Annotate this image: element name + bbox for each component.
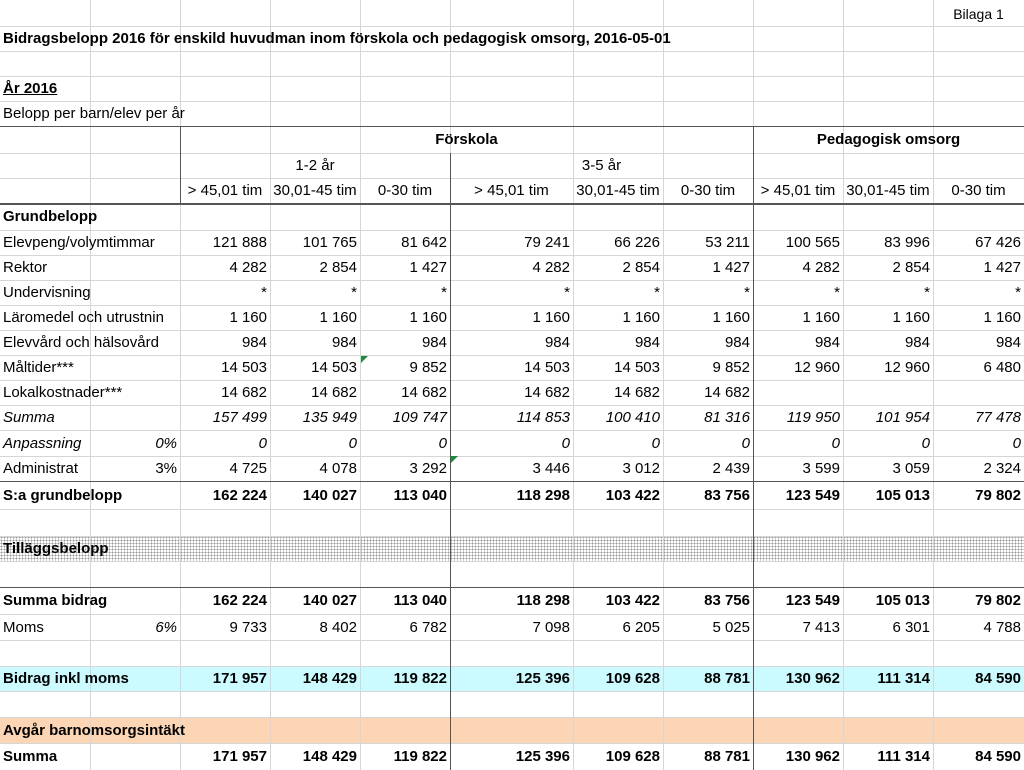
table-cell: 984	[724, 334, 750, 351]
tillagg-label: Tilläggsbelopp	[3, 540, 109, 557]
table-cell: 4 725	[229, 460, 267, 477]
table-cell: 0	[921, 434, 930, 452]
table-cell: 3 292	[409, 460, 447, 477]
table-cell: 14 682	[401, 384, 447, 401]
row-label: Elevpeng/volymtimmar	[3, 234, 155, 251]
table-cell: 6 782	[409, 618, 447, 636]
table-cell: 81 316	[704, 409, 750, 426]
table-cell: 103 422	[605, 592, 660, 609]
gridline-horizontal	[0, 51, 1024, 52]
table-cell: 148 429	[302, 748, 357, 765]
table-cell: 121 888	[212, 234, 267, 251]
table-cell: 984	[331, 334, 357, 351]
row-label: Lokalkostnader***	[3, 384, 123, 401]
column-header: > 45,01 tim	[187, 182, 263, 199]
table-cell: 2 854	[622, 259, 660, 276]
column-header: > 45,01 tim	[474, 182, 549, 199]
table-cell: 0	[651, 434, 660, 452]
table-cell: 119 822	[393, 670, 447, 687]
bidrag-inkl-moms-label: Bidrag inkl moms	[3, 670, 129, 687]
table-cell: 2 854	[319, 259, 357, 276]
table-cell: 4 788	[983, 618, 1021, 636]
table-cell: 111 314	[877, 748, 930, 765]
table-cell: 12 960	[884, 359, 930, 376]
table-cell: 83 996	[884, 234, 930, 251]
table-cell: 984	[904, 334, 930, 351]
table-cell: 0	[831, 434, 840, 452]
table-cell: 123 549	[785, 486, 840, 504]
table-cell: 7 098	[532, 618, 570, 636]
belopp-label: Belopp per barn/elev per år	[3, 105, 185, 122]
table-cell: 113 040	[393, 592, 447, 609]
group-header-forskola: Förskola	[435, 131, 498, 148]
table-cell: 1 427	[712, 259, 750, 276]
column-header: 30,01-45 tim	[273, 182, 357, 199]
table-cell: 984	[544, 334, 570, 351]
table-cell: 14 503	[614, 359, 660, 376]
table-cell: 8 402	[319, 618, 357, 636]
table-cell: 84 590	[975, 748, 1021, 765]
table-cell: 14 682	[614, 384, 660, 401]
cell-error-indicator-icon	[451, 456, 458, 463]
table-cell: 0	[1012, 434, 1021, 452]
table-cell: 53 211	[705, 234, 750, 251]
row-label: Undervisning	[3, 284, 91, 301]
column-header: 30,01-45 tim	[846, 182, 930, 199]
table-cell: 114 853	[516, 409, 570, 426]
table-cell: 6 480	[983, 359, 1021, 376]
moms-label: Moms	[3, 618, 44, 636]
table-cell: 5 025	[712, 618, 750, 636]
table-cell: *	[834, 284, 840, 301]
group-header-pedagogisk-omsorg: Pedagogisk omsorg	[816, 131, 961, 148]
row-label: Summa	[3, 409, 55, 426]
table-cell: 111 314	[877, 670, 930, 687]
table-cell: 6 301	[892, 618, 930, 636]
table-cell: 130 962	[785, 670, 840, 687]
table-cell: 140 027	[302, 592, 357, 609]
table-cell: *	[744, 284, 750, 301]
table-cell: *	[564, 284, 570, 301]
table-cell: 0	[561, 434, 570, 452]
table-cell: 3 012	[622, 460, 660, 477]
column-header: 30,01-45 tim	[576, 182, 660, 199]
table-cell: 123 549	[785, 592, 840, 609]
table-cell: *	[1015, 284, 1021, 301]
bilaga-label: Bilaga 1	[953, 6, 1004, 22]
summa-bidrag-label: Summa bidrag	[3, 592, 108, 609]
table-cell: 2 324	[983, 460, 1021, 477]
row-label: S:a grundbelopp	[3, 486, 123, 504]
table-cell: 125 396	[515, 670, 570, 687]
table-cell: 9 852	[712, 359, 750, 376]
gridline-horizontal	[0, 691, 1024, 692]
table-cell: 0	[258, 434, 267, 452]
table-cell: 4 078	[319, 460, 357, 477]
table-cell: 1 160	[622, 309, 660, 326]
table-cell: 135 949	[302, 409, 357, 426]
cell-error-indicator-icon	[361, 356, 368, 363]
table-cell: 79 241	[524, 234, 570, 251]
row-label: Elevvård och hälsovård	[3, 334, 159, 351]
table-cell: 109 628	[605, 748, 660, 765]
moms-percent: 6%	[155, 618, 177, 636]
subgroup-header-1-2-ar: 1-2 år	[295, 157, 335, 174]
table-cell: 77 478	[975, 409, 1021, 426]
table-cell: 1 160	[532, 309, 570, 326]
table-cell: 14 682	[311, 384, 357, 401]
row-label: Måltider***	[3, 359, 74, 376]
table-cell: 118 298	[516, 486, 570, 504]
table-cell: 4 282	[802, 259, 840, 276]
table-cell: 0	[741, 434, 750, 452]
table-cell: 2 854	[892, 259, 930, 276]
table-cell: 1 427	[409, 259, 447, 276]
table-cell: 148 429	[302, 670, 357, 687]
table-cell: *	[654, 284, 660, 301]
table-cell: 171 957	[212, 670, 267, 687]
table-cell: 101 954	[875, 409, 930, 426]
table-cell: 119 950	[786, 409, 840, 426]
table-cell: 67 426	[975, 234, 1021, 251]
row-label: Administrat	[3, 460, 79, 477]
table-cell: 0	[438, 434, 447, 452]
table-cell: 1 160	[409, 309, 447, 326]
gridline-horizontal	[0, 561, 1024, 562]
table-cell: 1 427	[983, 259, 1021, 276]
table-cell: 105 013	[875, 486, 930, 504]
table-cell: 162 224	[212, 592, 267, 609]
table-cell: 100 410	[605, 409, 660, 426]
table-cell: 984	[421, 334, 447, 351]
column-header: > 45,01 tim	[760, 182, 836, 199]
table-cell: 105 013	[875, 592, 930, 609]
table-cell: 140 027	[302, 486, 357, 504]
table-cell: 14 682	[704, 384, 750, 401]
table-cell: 113 040	[393, 486, 447, 504]
table-cell: 9 852	[409, 359, 447, 376]
table-cell: 171 957	[212, 748, 267, 765]
table-cell: 101 765	[302, 234, 357, 251]
table-cell: 66 226	[614, 234, 660, 251]
table-cell: 1 160	[712, 309, 750, 326]
table-cell: 9 733	[229, 618, 267, 636]
page-title: Bidragsbelopp 2016 för enskild huvudman inom förskola och pedagogisk omsorg, 2016-05-01	[3, 30, 671, 47]
table-cell: 84 590	[975, 670, 1021, 687]
table-cell: 14 503	[524, 359, 570, 376]
table-cell: 119 822	[393, 748, 447, 765]
table-cell: 81 642	[401, 234, 447, 251]
table-cell: *	[441, 284, 447, 301]
table-cell: 1 160	[229, 309, 267, 326]
year-label: År 2016	[3, 80, 58, 97]
table-cell: 984	[995, 334, 1021, 351]
table-cell: 12 960	[794, 359, 840, 376]
table-cell: 100 565	[785, 234, 840, 251]
table-cell: 984	[634, 334, 660, 351]
table-cell: 83 756	[704, 592, 750, 609]
table-cell: 162 224	[212, 486, 267, 504]
column-header: 0-30 tim	[951, 182, 1006, 199]
row-label: Anpassning	[3, 434, 82, 452]
table-cell: *	[351, 284, 357, 301]
table-cell: 103 422	[605, 486, 660, 504]
table-cell	[933, 380, 1024, 405]
row-label: Läromedel och utrustnin	[3, 309, 164, 326]
table-cell: 118 298	[516, 592, 570, 609]
table-cell: 0	[348, 434, 357, 452]
gridline-horizontal	[0, 509, 1024, 510]
section-grundbelopp: Grundbelopp	[3, 208, 98, 225]
table-cell: 2 439	[712, 460, 750, 477]
table-cell: 984	[814, 334, 840, 351]
table-cell: 7 413	[802, 618, 840, 636]
table-cell: 125 396	[515, 748, 570, 765]
table-cell: 14 503	[221, 359, 267, 376]
table-cell	[753, 380, 843, 405]
table-cell: 79 802	[975, 486, 1021, 504]
table-cell: 14 682	[524, 384, 570, 401]
table-cell: 157 499	[212, 409, 267, 426]
summa-final-label: Summa	[3, 748, 58, 765]
table-cell: 1 160	[319, 309, 357, 326]
table-cell: 14 503	[311, 359, 357, 376]
subgroup-header-3-5-ar: 3-5 år	[581, 157, 622, 174]
table-cell: 14 682	[221, 384, 267, 401]
row-percent: 0%	[155, 434, 177, 452]
table-cell	[843, 380, 933, 405]
table-cell: 3 059	[892, 460, 930, 477]
table-cell: 130 962	[785, 748, 840, 765]
table-cell: *	[924, 284, 930, 301]
table-cell: 3 599	[802, 460, 840, 477]
table-cell: 1 160	[983, 309, 1021, 326]
row-label: Rektor	[3, 259, 48, 276]
table-cell: 4 282	[229, 259, 267, 276]
avgar-label: Avgår barnomsorgsintäkt	[3, 721, 185, 739]
table-cell: 79 802	[975, 592, 1021, 609]
table-cell: 109 628	[605, 670, 660, 687]
gridline-horizontal	[0, 640, 1024, 641]
table-cell: 984	[241, 334, 267, 351]
column-header: 0-30 tim	[680, 182, 736, 199]
table-cell: 4 282	[532, 259, 570, 276]
column-header: 0-30 tim	[377, 182, 433, 199]
table-cell: *	[261, 284, 267, 301]
table-cell: 1 160	[802, 309, 840, 326]
table-cell: 3 446	[532, 460, 570, 477]
table-cell: 83 756	[704, 486, 750, 504]
table-cell: 1 160	[892, 309, 930, 326]
row-percent: 3%	[155, 460, 177, 477]
table-cell: 88 781	[704, 670, 750, 687]
table-cell: 109 747	[392, 409, 447, 426]
table-cell: 88 781	[704, 748, 750, 765]
table-cell: 6 205	[622, 618, 660, 636]
